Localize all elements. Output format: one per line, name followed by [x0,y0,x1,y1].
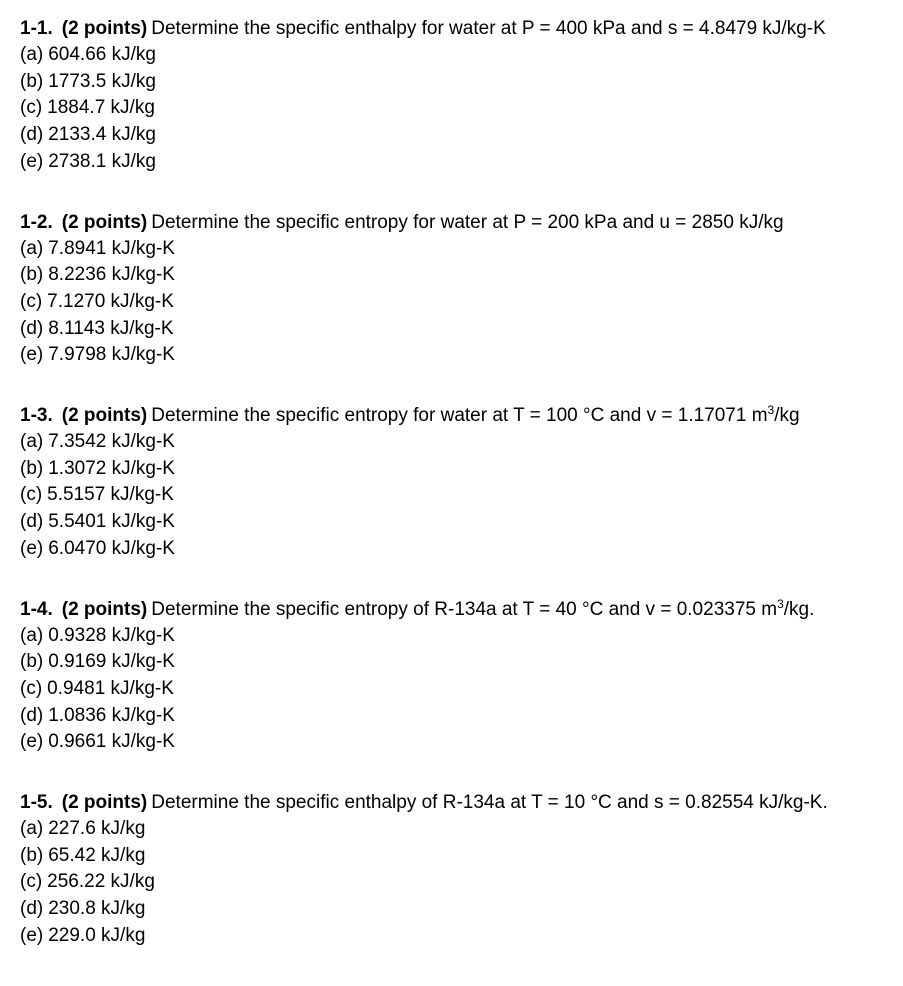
answer-option-c[interactable] [20,289,895,316]
option-value: 6.0470 kJ/kg-K [48,537,175,559]
answer-option-e[interactable] [20,923,895,950]
question-1-2 [20,209,895,403]
answer-option-d[interactable] [20,703,895,730]
answer-option-a[interactable] [20,236,895,263]
answer-option-d[interactable] [20,896,895,923]
option-value: 5.5157 kJ/kg-K [47,484,174,506]
answer-option-b[interactable] [20,649,895,676]
question-points: (2 points) [61,18,148,39]
answer-option-d[interactable] [20,509,895,536]
answer-option-c[interactable] [20,676,895,703]
question-number: 1-1. [20,18,53,39]
question-superscript: 3 [767,403,775,417]
answer-option-a[interactable] [20,429,895,456]
option-letter: (d) [20,704,44,726]
question-number: 1-3. [20,405,53,426]
question-points: (2 points) [61,598,148,620]
option-letter: (c) [20,97,43,119]
option-value: 227.6 kJ/kg [48,818,146,839]
question-points: (2 points) [61,792,148,813]
option-letter: (a) [20,624,44,646]
question-prompt [20,15,895,42]
question-number: 1-5. [20,792,53,813]
answer-option-e[interactable] [20,342,895,369]
option-letter: (a) [20,237,44,259]
question-text: Determine the specific entropy for water at T = 100 °C and v = 1.17071 m [151,405,768,426]
option-letter: (c) [20,677,43,699]
question-1-3 [20,402,895,596]
option-value: 2133.4 kJ/kg [48,124,156,146]
option-value: 229.0 kJ/kg [48,924,146,946]
question-number: 1-2. [20,211,53,233]
question-1-1 [20,15,895,209]
option-value: 1884.7 kJ/kg [47,97,155,119]
question-text: Determine the specific enthalpy for water at P = 400 kPa and s = 4.8479 kJ/kg-K [151,18,826,39]
option-letter: (e) [20,924,44,946]
answer-option-b[interactable] [20,69,895,96]
question-text: Determine the specific entropy for water at P = 200 kPa and u = 2850 kJ/kg [151,211,784,233]
question-prompt [20,789,895,816]
answer-option-e[interactable] [20,149,895,176]
option-letter: (e) [20,344,44,366]
option-value: 8.1143 kJ/kg-K [48,317,174,339]
question-1-5 [20,789,895,983]
option-letter: (b) [20,70,44,92]
option-letter: (a) [20,44,44,65]
answer-option-a[interactable] [20,623,895,650]
answer-option-c[interactable] [20,482,895,509]
option-value: 7.1270 kJ/kg-K [47,290,174,312]
option-value: 1.0836 kJ/kg-K [48,704,175,726]
answer-option-b[interactable] [20,456,895,483]
option-value: 0.9481 kJ/kg-K [47,677,174,699]
option-letter: (d) [20,511,44,533]
option-value: 65.42 kJ/kg [48,844,146,866]
answer-option-b[interactable] [20,262,895,289]
option-letter: (d) [20,317,44,339]
answer-option-c[interactable] [20,95,895,122]
option-value: 1.3072 kJ/kg-K [48,457,175,479]
option-letter: (e) [20,731,44,753]
answer-option-c[interactable] [20,869,895,896]
option-letter: (c) [20,484,43,506]
option-letter: (d) [20,124,44,146]
question-text: Determine the specific enthalpy of R-134a at T = 10 °C and s = 0.82554 kJ/kg-K. [151,792,828,813]
option-letter: (c) [20,871,43,893]
question-points: (2 points) [61,405,148,426]
question-superscript: 3 [777,596,784,611]
option-value: 0.9328 kJ/kg-K [48,624,175,646]
option-value: 7.3542 kJ/kg-K [48,431,175,452]
question-points: (2 points) [61,211,148,233]
option-value: 7.8941 kJ/kg-K [48,237,175,259]
option-letter: (b) [20,651,44,673]
answer-option-e[interactable] [20,729,895,756]
option-letter: (e) [20,537,44,559]
option-value: 230.8 kJ/kg [48,898,146,920]
question-prompt [20,596,895,623]
option-value: 7.9798 kJ/kg-K [48,344,175,366]
option-value: 8.2236 kJ/kg-K [48,264,175,286]
option-value: 0.9661 kJ/kg-K [48,731,175,753]
option-value: 2738.1 kJ/kg [48,150,156,172]
option-value: 5.5401 kJ/kg-K [48,511,175,533]
option-letter: (d) [20,898,44,920]
option-letter: (c) [20,290,43,312]
option-letter: (e) [20,150,44,172]
question-text-suffix: /kg. [783,598,815,620]
answer-option-e[interactable] [20,536,895,563]
question-text-suffix: /kg [774,405,800,426]
question-1-4 [20,596,895,790]
answer-option-a[interactable] [20,42,895,69]
option-value: 1773.5 kJ/kg [48,70,156,92]
question-list [20,15,895,983]
option-value: 0.9169 kJ/kg-K [48,651,175,673]
option-letter: (b) [20,264,44,286]
answer-option-d[interactable] [20,316,895,343]
question-prompt [20,209,895,236]
question-number: 1-4. [20,598,53,620]
answer-option-d[interactable] [20,122,895,149]
option-letter: (a) [20,431,44,452]
option-letter: (b) [20,844,44,866]
option-letter: (b) [20,457,44,479]
question-text: Determine the specific entropy of R-134a at T = 40 °C and v = 0.023375 m [151,598,778,620]
answer-option-b[interactable] [20,843,895,870]
question-prompt [20,402,895,429]
option-value: 604.66 kJ/kg [48,44,156,65]
answer-option-a[interactable] [20,816,895,843]
option-value: 256.22 kJ/kg [47,871,155,893]
option-letter: (a) [20,818,44,839]
